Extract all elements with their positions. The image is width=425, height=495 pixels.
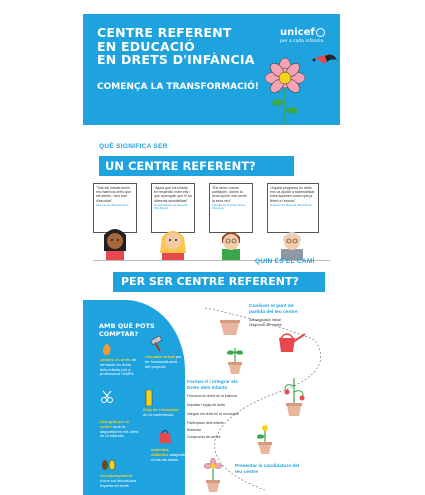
step-item: Compromís de centre xyxy=(187,435,221,439)
section2-banner: PER SER CENTRE REFERENT? xyxy=(113,272,325,292)
quote-author: Alumna de l'Escola Sant xyxy=(96,202,129,207)
resource-text: amb la seguretat en els drets de la infància xyxy=(100,423,139,439)
step-item: Autoavaluació inicial xyxy=(249,318,281,322)
resource-bold: Guia de l'educador xyxy=(143,407,179,412)
flower-bud-icon xyxy=(253,420,277,454)
resource-text: de formació en drets dels infants per a professorat i AMPA xyxy=(100,357,137,377)
logo-tagline: per a cada infància xyxy=(280,39,324,44)
quote-text: "Ajuda que els infants en respectin entre ells i que aprenguin que hi ha diferents sensibilitats" xyxy=(154,186,192,203)
globe-icon xyxy=(316,28,325,37)
resource-item xyxy=(143,408,183,418)
resources-heading-line: COMPTAR? xyxy=(99,330,139,338)
hammer-icon xyxy=(149,336,165,352)
step-item: Benestar xyxy=(187,428,202,432)
resource-text: de la conferència xyxy=(143,411,174,417)
step-item: Integrar els drets en el currículum xyxy=(187,412,240,416)
hero-title-line: EN DRETS D'INFÀNCIA xyxy=(97,52,255,67)
step-item: Impulsar l'equip de drets xyxy=(187,403,226,407)
hero-title xyxy=(97,26,267,67)
poster xyxy=(83,14,340,495)
quote-text: "Els nens i nenes participen, donen la seva opinió i fan sentir la seva veu" xyxy=(212,186,247,203)
quote-author: Coordinadora de l'Escola Vila Parula xyxy=(154,202,188,211)
sprout-icon xyxy=(223,344,247,374)
section1-banner: UN CENTRE REFERENT? xyxy=(99,156,294,176)
pot-icon xyxy=(221,323,239,335)
step-title: Presentar la candidatura del teu centre xyxy=(235,464,300,475)
flame-icon xyxy=(100,342,114,356)
bag-icon xyxy=(157,428,173,444)
quote-author: Família de l'Institut Nova Vilanova xyxy=(212,202,245,211)
step-item: Diagnòstic del centre xyxy=(249,323,282,327)
section-meaning xyxy=(83,125,340,272)
watering-can-icon xyxy=(271,330,307,354)
step-item: Participació dels infants xyxy=(187,421,224,425)
section-resources xyxy=(83,300,340,495)
resource-bold: materials didàctics xyxy=(151,447,169,457)
seeds-icon xyxy=(100,458,118,472)
resource-text: per fer l'autoavaluació del projecte xyxy=(145,354,182,369)
scissors-icon xyxy=(100,390,114,404)
resource-item xyxy=(100,420,140,439)
pot-icon xyxy=(220,320,240,323)
step-title: Conèixer el punt de partida del teu centre xyxy=(249,304,298,315)
blooming-flower-icon xyxy=(201,458,225,492)
step-item: Formació en drets de la infància xyxy=(187,394,237,398)
resource-text: d'una col·laboradora experta en drets xyxy=(100,477,137,488)
hero-header xyxy=(83,14,340,125)
hero-title-line: CENTRE REFERENT xyxy=(97,25,232,40)
resource-bold: Una guia per al centre xyxy=(100,419,129,429)
section1-question: QUÈ SIGNIFICA SER xyxy=(99,143,168,150)
section2-question: QUIN ÉS EL CAMÍ xyxy=(255,258,315,265)
resource-bold: Una aula virtual xyxy=(145,354,175,359)
resource-bold: camins en drets xyxy=(100,357,131,362)
flower-illustration xyxy=(259,52,340,125)
ruler-icon xyxy=(143,390,155,406)
unicef-logo xyxy=(280,27,325,44)
logo-wordmark: unicef xyxy=(280,27,315,38)
quote-text: "Tots els infants tenim els mateixos drets que els adults, i ens han d'escoltar" xyxy=(96,186,132,203)
hero-title-line: EN EDUCACIÓ xyxy=(97,38,195,54)
resource-item xyxy=(151,448,185,462)
resource-item xyxy=(100,358,138,377)
resource-bold: Acompanyament xyxy=(100,473,133,478)
resources-heading-line: AMB QUÈ POTS xyxy=(99,322,155,330)
tomato-plant-icon xyxy=(279,376,309,416)
quote-author: Direcció de l'Escola Vila Parula xyxy=(270,202,312,207)
resource-item xyxy=(100,474,142,488)
section-path xyxy=(83,256,340,300)
resource-text: adaptats a tots els cicles xyxy=(151,451,185,462)
step-title: Formar-ti i integrar els Drets dels Infants xyxy=(187,380,238,391)
resources-heading xyxy=(99,322,155,338)
resource-item xyxy=(145,355,183,369)
quote-text: "Aquest programa en drets ens va ajudar a sistematitzar totes aquelles coses que ja fèiem a l'escola" xyxy=(270,186,315,203)
hero-subtitle: COMENÇA LA TRANSFORMACIÓ! xyxy=(97,82,259,92)
